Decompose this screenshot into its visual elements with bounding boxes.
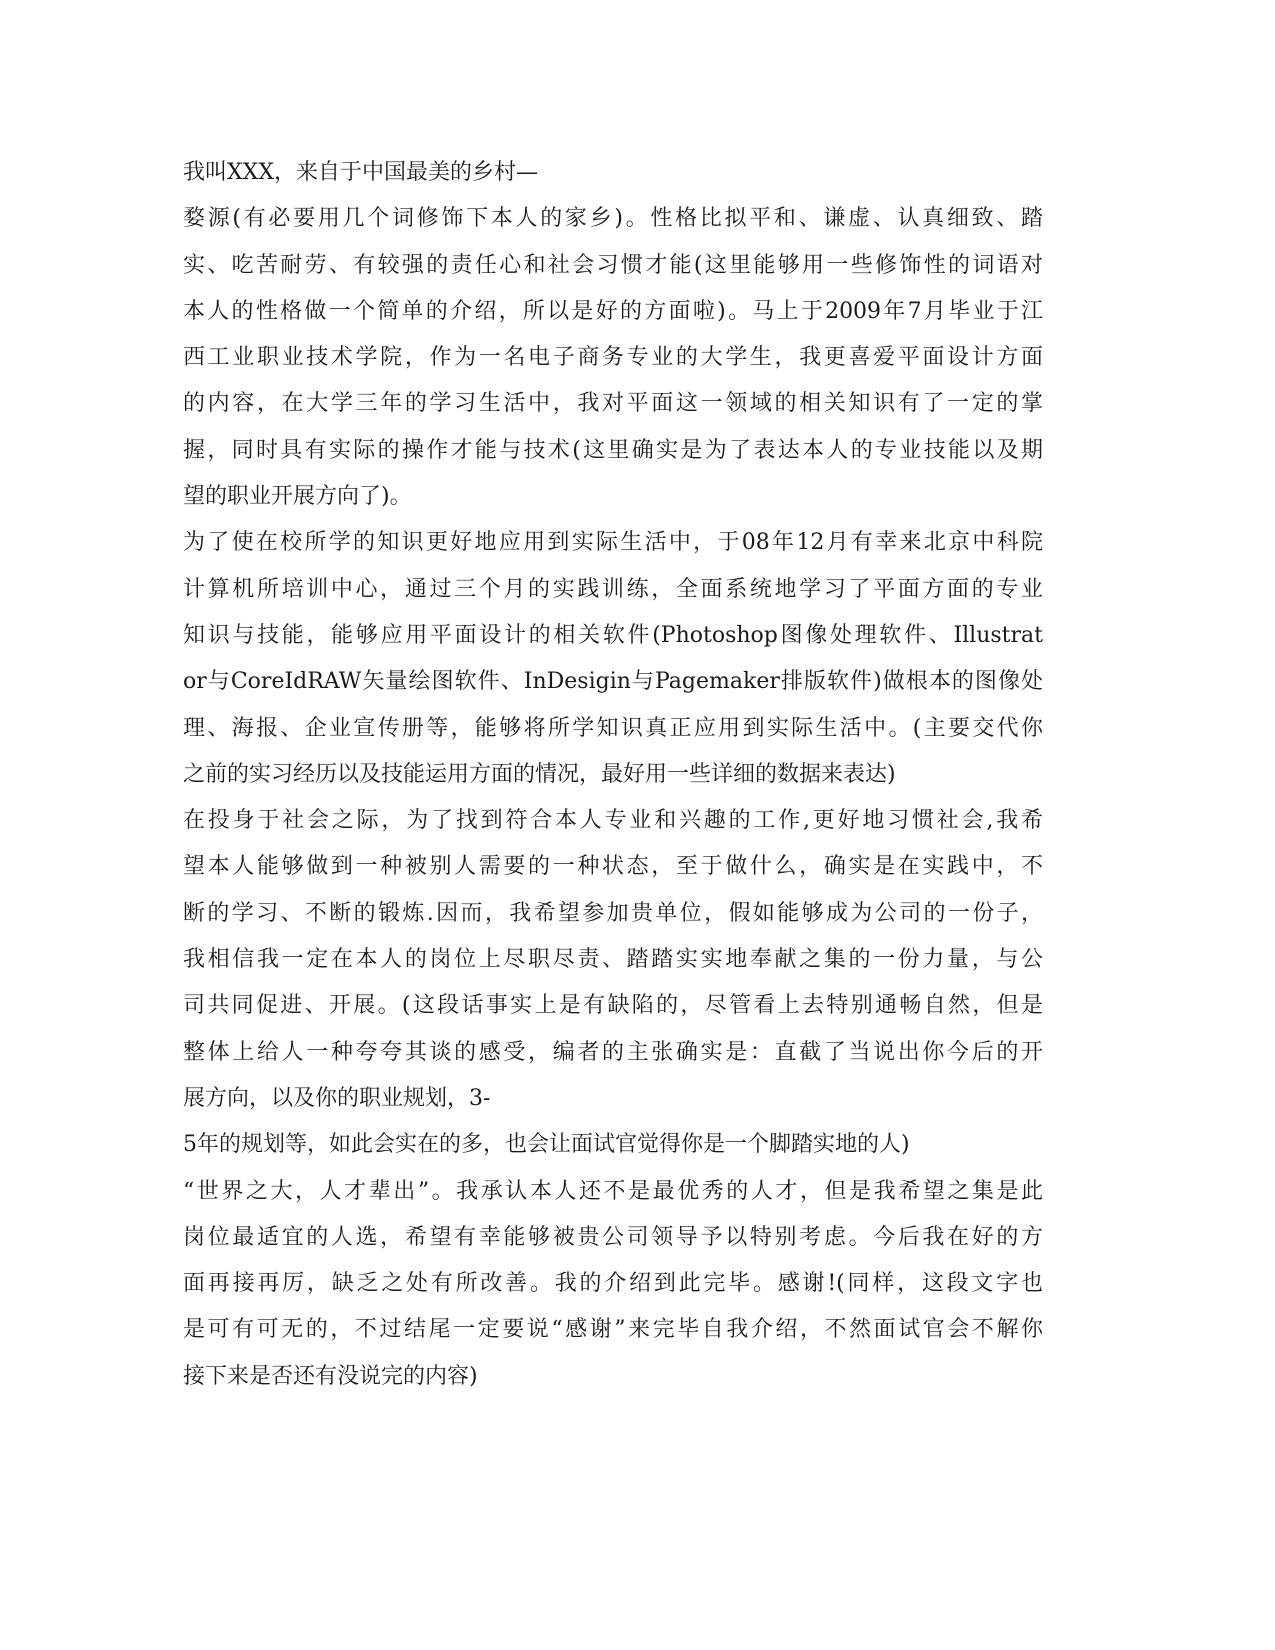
text-line: 是可有可无的，不过结尾一定要说“感谢”来完毕自我介绍，不然面试官会不解你 [183,1317,1043,1343]
text-line: 我叫XXX，来自于中国最美的乡村— [183,160,538,185]
text-line: 岗位最适宜的人选，希望有幸能够被贵公司领导予以特别考虑。今后我在好的方 [183,1224,1043,1250]
text-line: 望的职业开展方向了)。 [183,484,412,510]
text-line: 知识与技能，能够应用平面设计的相关软件(Photoshop图像处理软件、Illustrat [183,622,1043,648]
text-line: 之前的实习经历以及技能运用方面的情况，最好用一些详细的数据来表达) [183,761,896,787]
text-line: 理、海报、企业宣传册等，能够将所学知识真正应用到实际生活中。(主要交代你 [183,715,1043,741]
text-line: 我相信我一定在本人的岗位上尽职尽责、踏踏实实地奉献之集的一份力量，与公 [183,947,1043,973]
text-line: “世界之大，人才辈出”。我承认本人还不是最优秀的人才，但是我希望之集是此 [183,1178,1043,1204]
text-line: 本人的性格做一个简单的介绍，所以是好的方面啦)。马上于2009年7月毕业于江 [183,298,1043,324]
text-line: 接下来是否还有没说完的内容) [183,1363,478,1389]
text-line: 5年的规划等，如此会实在的多，也会让面试官觉得你是一个脚踏实地的人) [183,1132,910,1158]
text-line: 断的学习、不断的锻炼.因而，我希望参加贵单位，假如能够成为公司的一份子， [183,900,1043,926]
text-line: 计算机所培训中心，通过三个月的实践训练，全面系统地学习了平面方面的专业 [183,576,1043,602]
text-line: 西工业职业技术学院，作为一名电子商务专业的大学生，我更喜爱平面设计方面 [183,345,1043,371]
text-line: or与CoreIdRAW矢量绘图软件、InDesigin与Pagemaker排版软件)做根本的图像处 [183,669,1043,695]
text-line: 展方向，以及你的职业规划，3- [183,1085,491,1111]
text-line: 整体上给人一种夸夸其谈的感受，编者的主张确实是：直截了当说出你今后的开 [183,1039,1043,1065]
text-line: 为了使在校所学的知识更好地应用到实际生活中，于08年12月有幸来北京中科院 [183,530,1043,556]
text-line: 司共同促进、开展。(这段话事实上是有缺陷的，尽管看上去特别通畅自然，但是 [183,993,1043,1019]
text-line: 的内容，在大学三年的学习生活中，我对平面这一领域的相关知识有了一定的掌 [183,391,1043,417]
document-body [183,150,1043,1400]
text-line: 望本人能够做到一种被别人需要的一种状态，至于做什么，确实是在实践中，不 [183,854,1043,880]
text-line: 婺源(有必要用几个词修饰下本人的家乡)。性格比拟平和、谦虚、认真细致、踏 [183,206,1043,232]
text-line: 握，同时具有实际的操作才能与技术(这里确实是为了表达本人的专业技能以及期 [183,437,1043,463]
text-line: 实、吃苦耐劳、有较强的责任心和社会习惯才能(这里能够用一些修饰性的词语对 [183,252,1043,278]
text-line: 面再接再厉，缺乏之处有所改善。我的介绍到此完毕。感谢!(同样，这段文字也 [183,1271,1043,1297]
text-line: 在投身于社会之际，为了找到符合本人专业和兴趣的工作,更好地习惯社会,我希 [183,808,1043,834]
